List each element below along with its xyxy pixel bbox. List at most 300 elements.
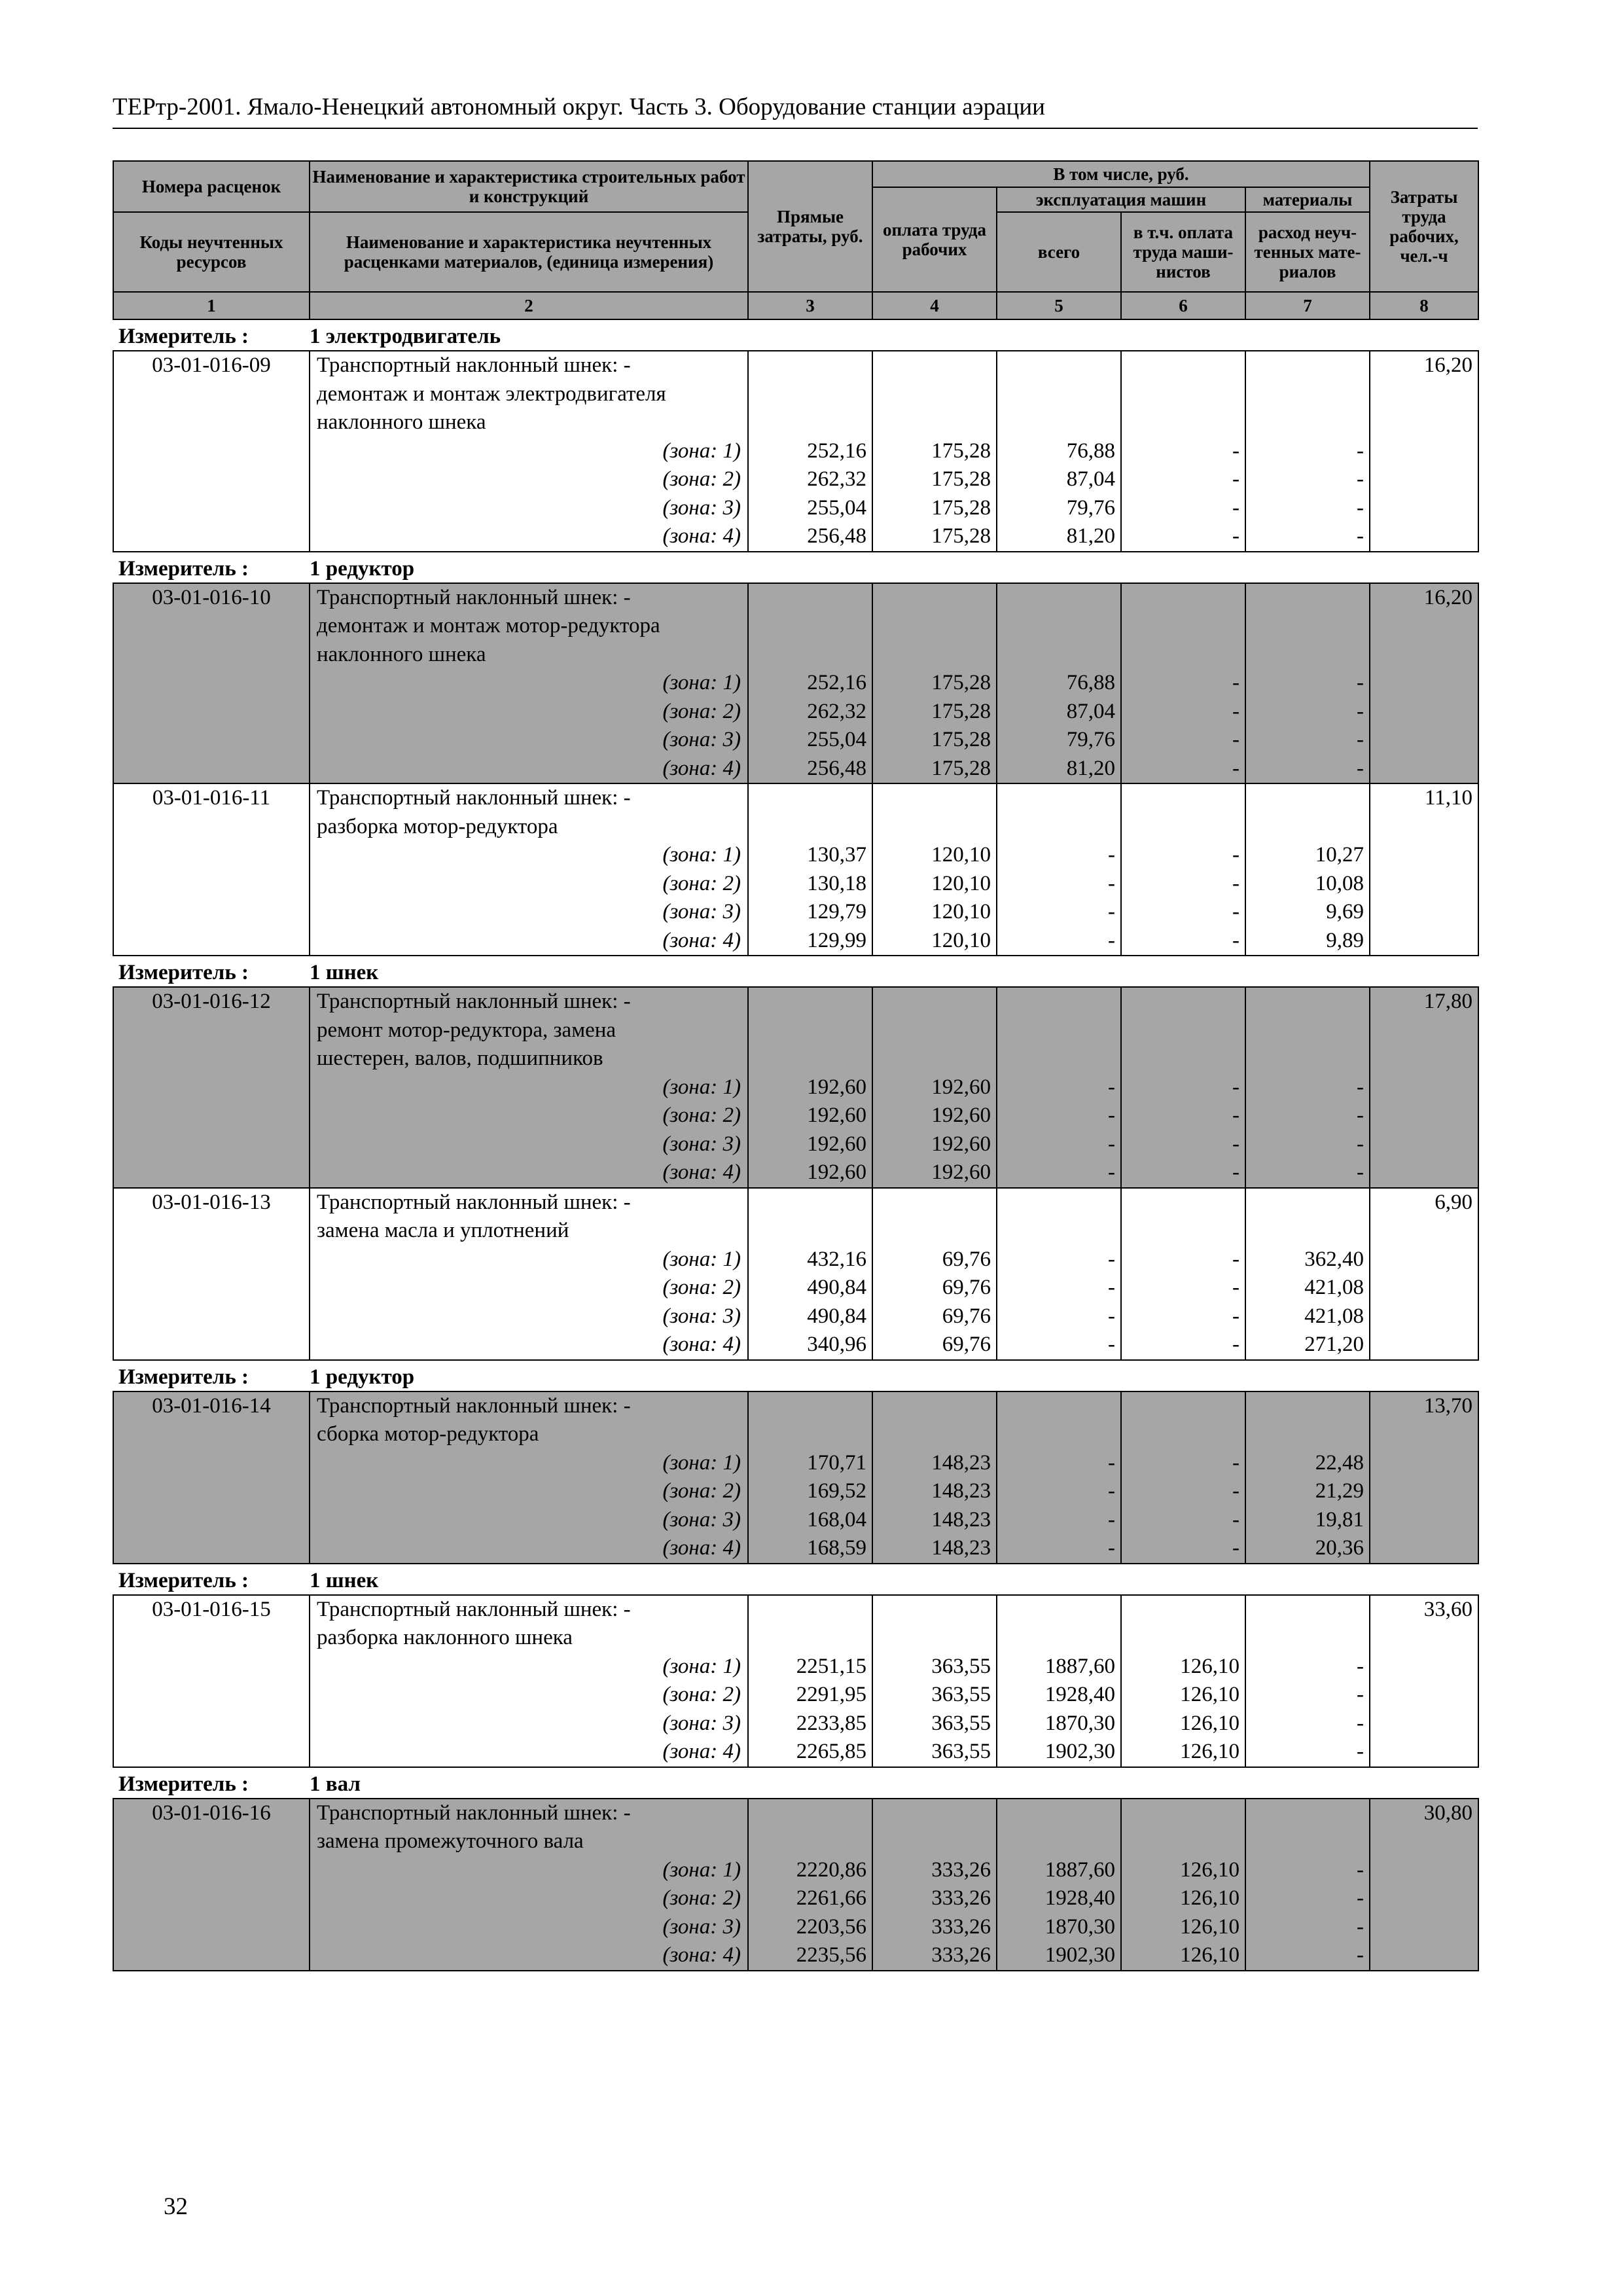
machine-total-cell bbox=[997, 1595, 1121, 1767]
machine-total-value: - bbox=[1108, 928, 1115, 952]
zone-label: (зона: 1) bbox=[662, 1857, 741, 1882]
direct-cost-cell bbox=[748, 783, 872, 956]
description-line: шестерен, валов, подшипников bbox=[317, 1047, 603, 1070]
machinist-pay-value: - bbox=[1232, 1075, 1240, 1099]
spacer bbox=[1122, 1016, 1240, 1045]
spacer bbox=[997, 351, 1115, 380]
spacer bbox=[873, 1217, 991, 1246]
spacer bbox=[1246, 380, 1364, 409]
col6-header: в т.ч. оплата труда маши-нистов bbox=[1121, 212, 1245, 292]
machinist-pay-value: - bbox=[1232, 1103, 1240, 1127]
spacer bbox=[749, 1016, 866, 1045]
machines-header: эксплуатация машин bbox=[997, 187, 1245, 212]
direct-cost-value: 169,52 bbox=[807, 1479, 866, 1503]
materials-cost-value: 421,08 bbox=[1304, 1304, 1364, 1328]
rate-code-cell bbox=[113, 1799, 310, 1971]
direct-cost-value: 2203,56 bbox=[796, 1914, 866, 1939]
materials-cost-value: - bbox=[1357, 1711, 1364, 1735]
direct-cost-cell bbox=[748, 987, 872, 1188]
machinist-pay-value: 126,10 bbox=[1180, 1943, 1240, 1967]
measure-unit: 1 шнек bbox=[310, 956, 1478, 987]
worker-pay-value: 333,26 bbox=[931, 1914, 991, 1939]
spacer bbox=[1246, 1217, 1364, 1246]
zone-label: (зона: 1) bbox=[662, 1247, 741, 1271]
machine-total-value: - bbox=[1108, 1103, 1115, 1127]
machinist-pay-cell bbox=[1121, 783, 1245, 956]
zone-label: (зона: 1) bbox=[662, 843, 741, 867]
machinist-pay-value: - bbox=[1232, 671, 1240, 694]
direct-cost-value: 192,60 bbox=[807, 1075, 866, 1099]
materials-cost-value: - bbox=[1357, 1654, 1364, 1678]
materials-cost-cell bbox=[1245, 583, 1370, 784]
zone-label: (зона: 1) bbox=[662, 1654, 741, 1678]
zone-label: (зона: 2) bbox=[662, 699, 741, 723]
col3-header: Прямые затраты, руб. bbox=[748, 161, 872, 292]
materials-cost-value: - bbox=[1357, 439, 1364, 463]
rate-code: 03-01-016-11 bbox=[152, 786, 271, 810]
direct-cost-value: 129,99 bbox=[807, 928, 866, 952]
table-row bbox=[113, 783, 1478, 956]
machinist-pay-value: 126,10 bbox=[1180, 1654, 1240, 1678]
spacer bbox=[1122, 612, 1240, 641]
description-line: демонтаж и монтаж электродвигателя bbox=[317, 382, 666, 406]
description-cell bbox=[310, 1391, 748, 1564]
direct-cost-value: 130,37 bbox=[807, 843, 866, 867]
labor-cell bbox=[1370, 1799, 1478, 1971]
materials-cost-value: - bbox=[1357, 671, 1364, 694]
zone-label: (зона: 3) bbox=[662, 728, 741, 751]
spacer bbox=[749, 1189, 866, 1217]
materials-cost-value: - bbox=[1357, 467, 1364, 491]
labor-value: 16,20 bbox=[1423, 585, 1472, 609]
machine-total-value: 1887,60 bbox=[1044, 1654, 1115, 1678]
direct-cost-value: 170,71 bbox=[807, 1450, 866, 1475]
spacer bbox=[1246, 1392, 1364, 1421]
measure-label: Измеритель : bbox=[113, 1767, 310, 1799]
machine-total-value: - bbox=[1108, 1507, 1115, 1532]
worker-pay-value: 175,28 bbox=[931, 699, 991, 723]
spacer bbox=[997, 1624, 1115, 1653]
spacer bbox=[1246, 784, 1364, 813]
spacer bbox=[873, 784, 991, 813]
spacer bbox=[873, 1799, 991, 1828]
materials-cost-value: - bbox=[1357, 1075, 1364, 1099]
zone-label: (зона: 4) bbox=[662, 756, 741, 780]
materials-cost-cell bbox=[1245, 987, 1370, 1188]
measure-row bbox=[113, 956, 1478, 987]
machinist-pay-value: - bbox=[1232, 1507, 1240, 1532]
materials-cost-value: 10,27 bbox=[1315, 843, 1364, 867]
materials-header: материалы bbox=[1245, 187, 1370, 212]
table-row bbox=[113, 351, 1478, 552]
spacer bbox=[873, 813, 991, 842]
description-line: разборка мотор-редуктора bbox=[317, 814, 558, 838]
direct-cost-value: 490,84 bbox=[807, 1276, 866, 1299]
zone-label: (зона: 4) bbox=[662, 1740, 741, 1763]
worker-pay-value: 192,60 bbox=[931, 1132, 991, 1156]
col-number: 7 bbox=[1245, 292, 1370, 319]
machine-total-value: - bbox=[1108, 1479, 1115, 1503]
zone-label: (зона: 2) bbox=[662, 467, 741, 491]
col7-header: расход неуч-тенных мате-риалов bbox=[1245, 212, 1370, 292]
materials-cost-value: 421,08 bbox=[1304, 1276, 1364, 1299]
spacer bbox=[1246, 584, 1364, 613]
spacer bbox=[873, 1045, 991, 1073]
machinist-pay-value: - bbox=[1232, 467, 1240, 491]
spacer bbox=[1246, 1596, 1364, 1624]
spacer bbox=[1246, 1799, 1364, 1828]
zone-label: (зона: 4) bbox=[662, 524, 741, 548]
machinist-pay-value: - bbox=[1232, 1276, 1240, 1299]
machinist-pay-value: - bbox=[1232, 699, 1240, 723]
spacer bbox=[873, 351, 991, 380]
description-cell bbox=[310, 583, 748, 784]
direct-cost-cell bbox=[748, 1391, 872, 1564]
labor-value: 6,90 bbox=[1435, 1190, 1472, 1214]
description-cell bbox=[310, 1188, 748, 1360]
spacer bbox=[1246, 641, 1364, 670]
machine-total-value: - bbox=[1108, 900, 1115, 924]
machine-total-value: 81,20 bbox=[1066, 756, 1115, 780]
table-row bbox=[113, 987, 1478, 1188]
machinist-pay-value: 126,10 bbox=[1180, 1683, 1240, 1706]
machinist-pay-value: 126,10 bbox=[1180, 1711, 1240, 1735]
worker-pay-value: 175,28 bbox=[931, 495, 991, 520]
machine-total-value: - bbox=[1108, 871, 1115, 895]
worker-pay-value: 69,76 bbox=[942, 1247, 991, 1271]
spacer bbox=[1122, 1420, 1240, 1449]
spacer bbox=[873, 1596, 991, 1624]
materials-cost-value: - bbox=[1357, 495, 1364, 520]
machinist-pay-value: - bbox=[1232, 900, 1240, 924]
worker-pay-value: 148,23 bbox=[931, 1507, 991, 1532]
description-cell bbox=[310, 783, 748, 956]
spacer bbox=[873, 612, 991, 641]
direct-cost-value: 192,60 bbox=[807, 1132, 866, 1156]
machinist-pay-value: - bbox=[1232, 756, 1240, 780]
labor-value: 17,80 bbox=[1423, 990, 1472, 1013]
measure-unit: 1 шнек bbox=[310, 1564, 1478, 1595]
spacer bbox=[873, 380, 991, 409]
direct-cost-value: 130,18 bbox=[807, 871, 866, 895]
zone-label: (зона: 3) bbox=[662, 1132, 741, 1156]
description-line: Транспортный наклонный шнек: - bbox=[317, 1190, 631, 1214]
materials-cost-cell bbox=[1245, 783, 1370, 956]
spacer bbox=[997, 1045, 1115, 1073]
page-number: 32 bbox=[164, 2193, 188, 2220]
rate-code-cell bbox=[113, 783, 310, 956]
machine-total-value: 79,76 bbox=[1066, 495, 1115, 520]
zone-label: (зона: 3) bbox=[662, 1914, 741, 1939]
zone-label: (зона: 2) bbox=[662, 1276, 741, 1299]
machinist-pay-cell bbox=[1121, 1391, 1245, 1564]
direct-cost-value: 129,79 bbox=[807, 900, 866, 924]
rate-code: 03-01-016-16 bbox=[152, 1801, 271, 1825]
labor-cell bbox=[1370, 351, 1478, 552]
spacer bbox=[873, 1392, 991, 1421]
materials-cost-value: 271,20 bbox=[1304, 1333, 1364, 1356]
worker-pay-value: 175,28 bbox=[931, 524, 991, 548]
labor-value: 33,60 bbox=[1423, 1597, 1472, 1621]
materials-cost-value: - bbox=[1357, 756, 1364, 780]
worker-pay-value: 333,26 bbox=[931, 1943, 991, 1967]
machinist-pay-value: - bbox=[1232, 1479, 1240, 1503]
spacer bbox=[997, 1016, 1115, 1045]
description-line: наклонного шнека bbox=[317, 410, 486, 434]
direct-cost-value: 255,04 bbox=[807, 728, 866, 751]
spacer bbox=[1246, 988, 1364, 1016]
spacer bbox=[749, 1392, 866, 1421]
description-cell bbox=[310, 351, 748, 552]
zone-label: (зона: 3) bbox=[662, 900, 741, 924]
zone-label: (зона: 2) bbox=[662, 871, 741, 895]
table-row bbox=[113, 1595, 1478, 1767]
zone-label: (зона: 4) bbox=[662, 1160, 741, 1184]
rate-code-cell bbox=[113, 1391, 310, 1564]
description-line: Транспортный наклонный шнек: - bbox=[317, 990, 631, 1013]
worker-pay-value: 175,28 bbox=[931, 671, 991, 694]
measure-row bbox=[113, 1564, 1478, 1595]
rate-code-cell bbox=[113, 1188, 310, 1360]
direct-cost-value: 2220,86 bbox=[796, 1857, 866, 1882]
spacer bbox=[749, 1217, 866, 1246]
materials-cost-value: - bbox=[1357, 1943, 1364, 1967]
zone-label: (зона: 1) bbox=[662, 439, 741, 463]
description-line: разборка наклонного шнека bbox=[317, 1626, 573, 1649]
machine-total-cell bbox=[997, 783, 1121, 956]
zone-label: (зона: 4) bbox=[662, 928, 741, 952]
machinist-pay-value: 126,10 bbox=[1180, 1886, 1240, 1910]
worker-pay-value: 363,55 bbox=[931, 1683, 991, 1706]
worker-pay-value: 175,28 bbox=[931, 756, 991, 780]
worker-pay-value: 333,26 bbox=[931, 1857, 991, 1882]
machine-total-cell bbox=[997, 583, 1121, 784]
machinist-pay-value: - bbox=[1232, 439, 1240, 463]
description-line: Транспортный наклонный шнек: - bbox=[317, 585, 631, 609]
rate-code: 03-01-016-09 bbox=[152, 353, 271, 377]
measure-row bbox=[113, 552, 1478, 583]
col-number: 8 bbox=[1370, 292, 1478, 319]
labor-cell bbox=[1370, 1595, 1478, 1767]
spacer bbox=[749, 380, 866, 409]
machinist-pay-value: - bbox=[1232, 1160, 1240, 1184]
description-line: ремонт мотор-редуктора, замена bbox=[317, 1018, 616, 1042]
machine-total-value: 1928,40 bbox=[1044, 1683, 1115, 1706]
worker-pay-value: 69,76 bbox=[942, 1333, 991, 1356]
worker-pay-value: 69,76 bbox=[942, 1304, 991, 1328]
spacer bbox=[997, 1189, 1115, 1217]
machinist-pay-cell bbox=[1121, 987, 1245, 1188]
materials-cost-value: - bbox=[1357, 728, 1364, 751]
spacer bbox=[1122, 408, 1240, 437]
worker-pay-cell bbox=[872, 1391, 997, 1564]
direct-cost-value: 2261,66 bbox=[796, 1886, 866, 1910]
rate-code-cell bbox=[113, 351, 310, 552]
spacer bbox=[997, 380, 1115, 409]
machine-total-cell bbox=[997, 1391, 1121, 1564]
direct-cost-cell bbox=[748, 1188, 872, 1360]
spacer bbox=[1246, 1827, 1364, 1856]
machine-total-value: - bbox=[1108, 1075, 1115, 1099]
direct-cost-value: 192,60 bbox=[807, 1103, 866, 1127]
direct-cost-value: 432,16 bbox=[807, 1247, 866, 1271]
machinist-pay-cell bbox=[1121, 583, 1245, 784]
spacer bbox=[1122, 641, 1240, 670]
machine-total-value: - bbox=[1108, 1536, 1115, 1560]
machinist-pay-value: 126,10 bbox=[1180, 1740, 1240, 1763]
worker-pay-value: 148,23 bbox=[931, 1479, 991, 1503]
direct-cost-value: 2235,56 bbox=[796, 1943, 866, 1967]
worker-pay-value: 148,23 bbox=[931, 1450, 991, 1475]
machine-total-value: - bbox=[1108, 1333, 1115, 1356]
labor-value: 30,80 bbox=[1423, 1801, 1472, 1825]
spacer bbox=[873, 1827, 991, 1856]
machinist-pay-value: - bbox=[1232, 928, 1240, 952]
col1-top-header: Номера расценок bbox=[113, 161, 310, 212]
materials-cost-value: 9,69 bbox=[1326, 900, 1364, 924]
price-table bbox=[113, 160, 1478, 1971]
spacer bbox=[1122, 1217, 1240, 1246]
machinist-pay-value: - bbox=[1232, 1536, 1240, 1560]
spacer bbox=[749, 1420, 866, 1449]
description-line: демонтаж и монтаж мотор-редуктора bbox=[317, 614, 660, 637]
zone-label: (зона: 3) bbox=[662, 1304, 741, 1328]
spacer bbox=[1246, 351, 1364, 380]
worker-pay-value: 120,10 bbox=[931, 871, 991, 895]
spacer bbox=[1122, 784, 1240, 813]
materials-cost-value: - bbox=[1357, 1886, 1364, 1910]
materials-cost-value: 21,29 bbox=[1315, 1479, 1364, 1503]
rate-code: 03-01-016-14 bbox=[152, 1393, 271, 1418]
col5-header: всего bbox=[997, 212, 1121, 292]
machinist-pay-value: - bbox=[1232, 1450, 1240, 1475]
materials-cost-value: - bbox=[1357, 1740, 1364, 1763]
spacer bbox=[873, 988, 991, 1016]
machine-total-value: 87,04 bbox=[1066, 467, 1115, 491]
col-number: 3 bbox=[748, 292, 872, 319]
materials-cost-value: 362,40 bbox=[1304, 1247, 1364, 1271]
materials-cost-value: - bbox=[1357, 699, 1364, 723]
worker-pay-value: 363,55 bbox=[931, 1711, 991, 1735]
materials-cost-cell bbox=[1245, 1595, 1370, 1767]
machinist-pay-value: - bbox=[1232, 495, 1240, 520]
spacer bbox=[749, 351, 866, 380]
zone-label: (зона: 3) bbox=[662, 1711, 741, 1735]
spacer bbox=[1246, 1420, 1364, 1449]
machinist-pay-value: - bbox=[1232, 1132, 1240, 1156]
labor-value: 13,70 bbox=[1423, 1393, 1472, 1418]
spacer bbox=[749, 1827, 866, 1856]
rate-code-cell bbox=[113, 1595, 310, 1767]
direct-cost-cell bbox=[748, 583, 872, 784]
worker-pay-cell bbox=[872, 1595, 997, 1767]
title-rule bbox=[113, 128, 1478, 129]
spacer bbox=[1246, 1624, 1364, 1653]
materials-cost-value: 20,36 bbox=[1315, 1536, 1364, 1560]
materials-cost-cell bbox=[1245, 351, 1370, 552]
spacer bbox=[997, 408, 1115, 437]
description-cell bbox=[310, 1595, 748, 1767]
col-number: 2 bbox=[310, 292, 748, 319]
direct-cost-value: 168,04 bbox=[807, 1507, 866, 1532]
worker-pay-value: 69,76 bbox=[942, 1276, 991, 1299]
worker-pay-value: 120,10 bbox=[931, 928, 991, 952]
spacer bbox=[997, 988, 1115, 1016]
direct-cost-value: 2265,85 bbox=[796, 1740, 866, 1763]
worker-pay-cell bbox=[872, 987, 997, 1188]
machine-total-value: 1887,60 bbox=[1044, 1857, 1115, 1882]
machine-total-cell bbox=[997, 351, 1121, 552]
worker-pay-value: 120,10 bbox=[931, 843, 991, 867]
zone-label: (зона: 4) bbox=[662, 1536, 741, 1560]
measure-unit: 1 редуктор bbox=[310, 552, 1478, 583]
rate-code: 03-01-016-13 bbox=[152, 1190, 271, 1214]
description-line: Транспортный наклонный шнек: - bbox=[317, 1597, 631, 1621]
zone-label: (зона: 1) bbox=[662, 1450, 741, 1475]
spacer bbox=[1122, 380, 1240, 409]
spacer bbox=[873, 408, 991, 437]
materials-cost-value: - bbox=[1357, 1857, 1364, 1882]
machinist-pay-value: - bbox=[1232, 871, 1240, 895]
spacer bbox=[1122, 1827, 1240, 1856]
direct-cost-value: 340,96 bbox=[807, 1333, 866, 1356]
spacer bbox=[1246, 1189, 1364, 1217]
rate-code: 03-01-016-12 bbox=[152, 990, 271, 1013]
zone-label: (зона: 4) bbox=[662, 1943, 741, 1967]
table-body bbox=[113, 319, 1478, 1971]
spacer bbox=[997, 1827, 1115, 1856]
table-header bbox=[113, 161, 1478, 319]
spacer bbox=[749, 641, 866, 670]
col-number: 4 bbox=[872, 292, 997, 319]
materials-cost-value: - bbox=[1357, 1914, 1364, 1939]
materials-cost-value: - bbox=[1357, 1683, 1364, 1706]
machine-total-cell bbox=[997, 1188, 1121, 1360]
machine-total-value: - bbox=[1108, 1132, 1115, 1156]
zone-label: (зона: 2) bbox=[662, 1683, 741, 1706]
spacer bbox=[997, 1392, 1115, 1421]
zone-label: (зона: 3) bbox=[662, 1507, 741, 1532]
materials-cost-value: - bbox=[1357, 524, 1364, 548]
zone-label: (зона: 2) bbox=[662, 1886, 741, 1910]
materials-cost-value: 22,48 bbox=[1315, 1450, 1364, 1475]
spacer bbox=[873, 1624, 991, 1653]
group-header: В том числе, руб. bbox=[872, 161, 1370, 187]
machinist-pay-value: 126,10 bbox=[1180, 1857, 1240, 1882]
spacer bbox=[1246, 813, 1364, 842]
machinist-pay-cell bbox=[1121, 351, 1245, 552]
worker-pay-value: 175,28 bbox=[931, 467, 991, 491]
measure-row bbox=[113, 1767, 1478, 1799]
zone-label: (зона: 1) bbox=[662, 1075, 741, 1099]
machine-total-value: - bbox=[1108, 1304, 1115, 1328]
direct-cost-value: 2251,15 bbox=[796, 1654, 866, 1678]
direct-cost-value: 256,48 bbox=[807, 756, 866, 780]
spacer bbox=[1122, 1045, 1240, 1073]
labor-cell bbox=[1370, 783, 1478, 956]
machine-total-value: 79,76 bbox=[1066, 728, 1115, 751]
labor-cell bbox=[1370, 1188, 1478, 1360]
machine-total-value: 76,88 bbox=[1066, 439, 1115, 463]
zone-label: (зона: 1) bbox=[662, 671, 741, 694]
worker-pay-value: 148,23 bbox=[931, 1536, 991, 1560]
price-table-grid bbox=[113, 160, 1479, 1971]
direct-cost-value: 252,16 bbox=[807, 671, 866, 694]
direct-cost-value: 2291,95 bbox=[796, 1683, 866, 1706]
machinist-pay-value: - bbox=[1232, 524, 1240, 548]
zone-label: (зона: 2) bbox=[662, 1103, 741, 1127]
rate-code: 03-01-016-10 bbox=[152, 585, 271, 609]
